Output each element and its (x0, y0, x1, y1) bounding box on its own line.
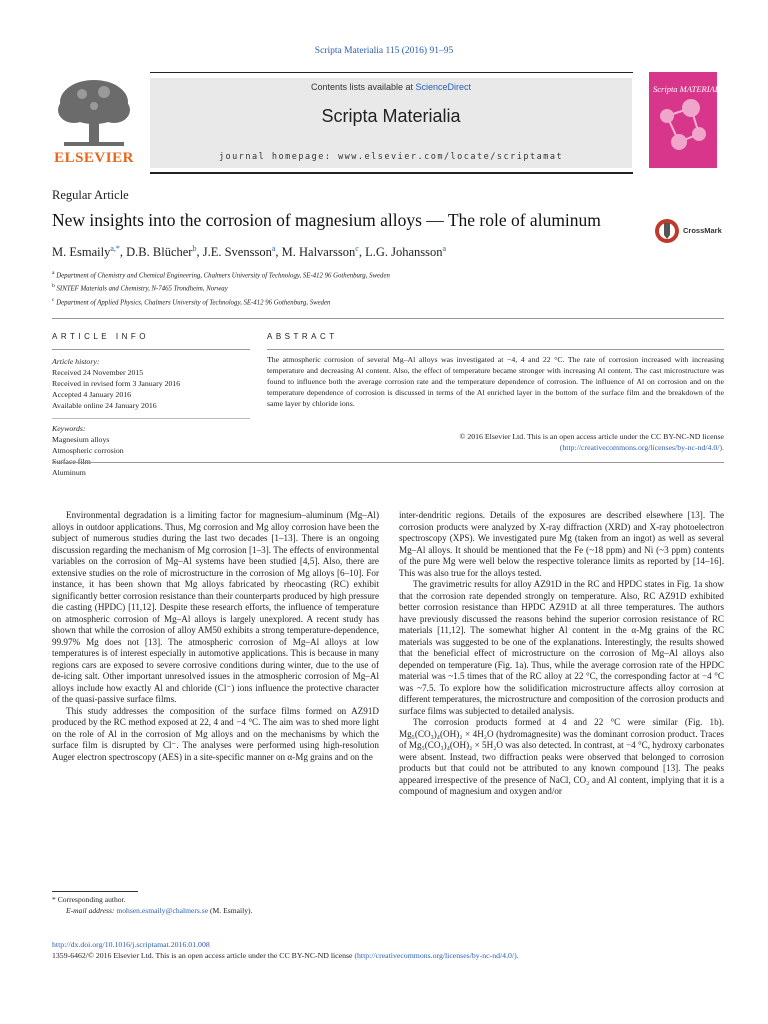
crossmark-label[interactable]: CrossMark (683, 226, 722, 235)
issn-copyright-text: 1359-6462/© 2016 Elsevier Ltd. This is an open access article under the CC BY-NC-ND license (52, 951, 355, 960)
email-link[interactable]: mohsen.esmaily@chalmers.se (116, 906, 209, 915)
issn-copyright (52, 951, 732, 960)
abstract-rule (267, 349, 724, 350)
keyword-item: Magnesium alloys (52, 435, 110, 444)
contents-line (150, 82, 632, 92)
affiliation-marker: b (52, 283, 55, 290)
footnote-corresponding (52, 894, 382, 905)
author-affiliation-marker[interactable]: a (271, 244, 276, 253)
footnote-rule (52, 891, 138, 892)
author-name[interactable]: D.B. Blücher (126, 245, 193, 260)
history-item: Accepted 4 January 2016 (52, 390, 132, 399)
affiliation-marker: a (52, 270, 55, 276)
abstract-copyright (267, 431, 724, 453)
body-paragraph: The corrosion products formed at 4 and 22 °C were similar (Fig. 1b). Mg₅(CO₃)₄(OH)₂ × 4H₂O (hydromagnesite) was the dominant corrosion product. Traces of Mg₅(CO₃)₄(OH)₂ × 5H₂O was also detected. In contrast, at −4 °C, hydroxy carbonates were absent. Instead, two diffraction peaks were observed that belonged to corrosion products but that could not be attributed to any known compound [13]. The peaks appeared irrespective of the presence of NaCl, CO₂ and Al content, implying that it is a compound of magnesium and oxygen and/or (399, 717, 724, 796)
doi-link[interactable]: http://dx.doi.org/10.1016/j.scriptamat.2016.01.008 (52, 940, 210, 949)
body-paragraph: Environmental degradation is a limiting factor for magnesium–aluminum (Mg–Al) alloys in outdoor applications. Thus, Mg corrosion and Mg alloy corrosion have been the subject of numerous studies during the last two decades [1–13]. There is an ongoing discussion regarding the mechanism of Mg corrosion [1–3]. The effects of environmental variables on the corrosion of Mg–Al systems have been studied [4,5]. Also, there are extensive studies on the role of microstructure in the corrosion of Mg alloys [6–10]. For instance, it has been shown that Mg alloys fabricated by rheocasting (RC) exhibit significantly better corrosion resistance than their counterparts produced by high pressure die casting (HPDC) [11,12]. Despite these research efforts, the influence of temperature on atmospheric corrosion of Mg–Al alloys is largely unexplored. A recent study has shown that while the corrosion of alloy AM50 exhibits a strong temperature-dependence, 99.97% Mg does not [13]. The atmospheric corrosion of Mg–Al alloys at low temperatures is of interest especially in automotive applications. This is because in many regions cars are exposed to severe corrosive conditions during winter, due to the use of de-icing salt. Other important unresolved issues in the atmospheric corrosion of Mg–Al alloys include how exactly Al and chloride (Cl⁻) ions influence the protective character of the quasi-passive surface films. (52, 510, 379, 704)
author-affiliation-marker[interactable]: b (192, 244, 197, 253)
author-name[interactable]: M. Esmaily (52, 245, 111, 260)
email-suffix: (M. Esmaily). (208, 906, 253, 915)
author-name[interactable]: M. Halvarsson (281, 245, 356, 260)
footnote-email (52, 905, 382, 916)
copyright-text: © 2016 Elsevier Ltd. This is an open access article under the CC BY-NC-ND license (459, 432, 724, 441)
article-history (52, 356, 250, 411)
author-affiliation-marker[interactable]: a,* (110, 244, 120, 253)
author-separator: , (196, 245, 203, 260)
body-column-right (399, 510, 724, 798)
corresponding-author-note: Corresponding author. (57, 895, 126, 904)
homepage-link[interactable]: www.elsevier.com/locate/scriptamat (338, 152, 564, 162)
author-affiliation-marker[interactable]: c (355, 244, 359, 253)
article-type: Regular Article (52, 188, 129, 202)
header-bottom-rule (150, 172, 633, 174)
affiliation-marker: c (52, 296, 55, 303)
author-separator: , (358, 245, 366, 260)
affiliation-text: SINTEF Materials and Chemistry, N-7465 Trondheim, Norway (56, 285, 228, 293)
footer-license-link[interactable]: (http://creativecommons.org/licenses/by-nc-nd/4.0/). (354, 951, 519, 960)
article-info-rule (52, 349, 250, 350)
keywords (52, 423, 250, 478)
section-divider (52, 318, 724, 319)
affiliations (52, 268, 692, 308)
email-label: E-mail address: (66, 906, 117, 915)
author-name[interactable]: L.G. Johansson (365, 245, 443, 260)
crossmark-icon[interactable] (654, 218, 680, 244)
footnote (52, 894, 382, 916)
header-top-rule (150, 72, 633, 73)
history-label: Article history: (52, 357, 100, 366)
article-info-heading: ARTICLE INFO (52, 332, 149, 341)
homepage-prefix: journal homepage: (218, 152, 339, 162)
contents-prefix: Contents lists available at (310, 82, 416, 92)
author-separator: , (275, 245, 282, 260)
abstract-text: The atmospheric corrosion of several Mg–Al alloys was investigated at −4, 4 and 22 °C. The rate of corrosion increased with increasing temperature and decreasing Al content. Also, the effect of temperature became stronger with increasing Al content. The cast microstructure was found to influence both the average corrosion rate and the temperature dependence of corrosion. The influence of Al on corrosion and on the temperature dependence of corrosion is discussed in terms of the Al enriched layer in the bottom of the surface film and the breakdown of the same layer by chloride ions. (267, 355, 724, 408)
author-list (52, 244, 692, 260)
sciencedirect-link[interactable]: ScienceDirect (415, 82, 472, 92)
affiliation-item (52, 281, 692, 294)
keyword-item: Aluminum (52, 468, 86, 477)
abstract-heading: ABSTRACT (267, 332, 338, 341)
body-paragraph: inter-dendritic regions. Details of the exposures are described elsewhere [13]. The corrosion products were analyzed by X-ray diffraction (XRD) and X-ray photoelectron spectroscopy (XPS). We investigated pure Mg (taken from an ingot) as well as several Mg–Al alloys. It should be mentioned that the Fe (~18 ppm) and Ni (~3 ppm) contents of the pure Mg were well below the respective tolerance limits as reported by [14–16]. This was also true for the alloys tested. (399, 510, 724, 578)
affiliation-item (52, 268, 692, 281)
keyword-item: Atmospheric corrosion (52, 446, 124, 455)
affiliation-text: Department of Applied Physics, Chalmers University of Technology, SE-412 96 Gothenburg, Sweden (56, 298, 331, 306)
body-paragraph: This study addresses the composition of the surface films formed on AZ91D produced by the RC method exposed at 22, 4 and −4 °C. The aim was to shed more light on the role of Al in the corrosion of Mg alloys and on the mechanisms by which the surface film is disrupted by Cl⁻. The analyses were performed using high-resolution Auger electron spectroscopy (AES) in a site-specific manner on α-Mg grains and on the (52, 705, 379, 762)
body-paragraph: The gravimetric results for alloy AZ91D in the RC and HPDC states in Fig. 1a show that the corrosion rate depended strongly on temperature. Also, RC AZ91D exhibited better corrosion resistance than HPDC AZ91D at all three temperatures. The authors have previously discussed the reasons behind the superior corrosion resistance of RC materials [11,12]. The somewhat higher Al content in the α-Mg grains of the RC materials was suggested to be one of the explanations. Interestingly, the results showed that the beneficial effect of microstructure on the corrosion of Mg–Al alloys also depended on temperature (Fig. 1a). Thus, while the average corrosion rate of the HPDC material was ~1.5 times that of the RC alloy at 22 °C, the corresponding factor at −4 °C was ~7.5. To explore how the solidification microstructure affects alloy corrosion at different temperatures, the microstructure and composition of the corrosion products and surface films was subjected to detailed analysis. (399, 579, 724, 716)
history-item: Received in revised form 3 January 2016 (52, 379, 181, 388)
license-link[interactable]: (http://creativecommons.org/licenses/by-nc-nd/4.0/). (559, 443, 724, 452)
article-title: New insights into the corrosion of magnesium alloys — The role of aluminum (52, 210, 601, 230)
affiliation-text: Department of Chemistry and Chemical Engineering, Chalmers University of Technology, SE-412 96 Gothenburg, Sweden (56, 272, 390, 280)
author-affiliation-marker[interactable]: a (442, 244, 447, 253)
keywords-label: Keywords: (52, 424, 86, 433)
author-name[interactable]: J.E. Svensson (202, 245, 272, 260)
history-item: Available online 24 January 2016 (52, 401, 157, 410)
journal-homepage (150, 152, 632, 162)
cover-title: Scripta MATERIALIA (653, 84, 728, 94)
footnote-marker: * (52, 895, 56, 904)
journal-citation[interactable]: Scripta Materialia 115 (2016) 91–95 (314, 46, 454, 56)
history-item: Received 24 November 2015 (52, 368, 144, 377)
keywords-rule (52, 418, 250, 419)
publisher-name: ELSEVIER (54, 150, 134, 166)
section-divider (52, 462, 724, 463)
journal-name: Scripta Materialia (321, 106, 461, 126)
author-separator: , (119, 245, 127, 260)
affiliation-item (52, 295, 692, 308)
body-column-left (52, 510, 379, 763)
